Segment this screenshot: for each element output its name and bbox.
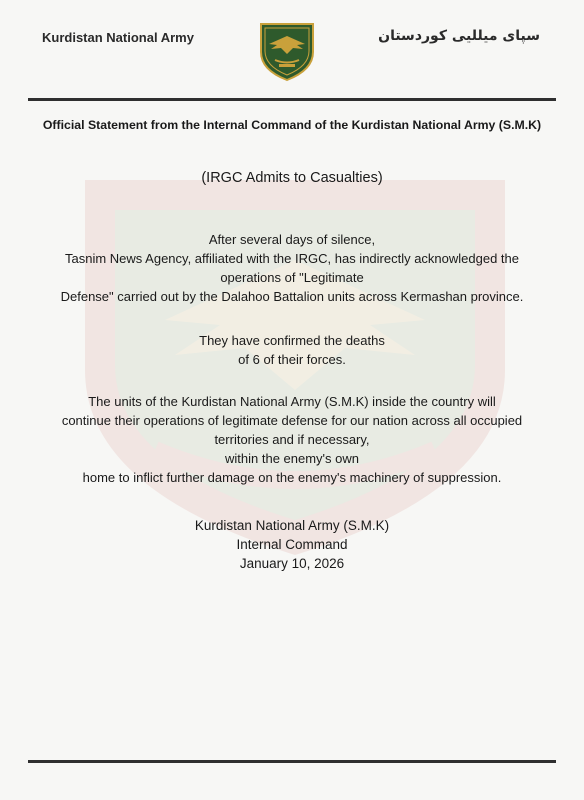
paragraph-3: [0, 392, 584, 487]
signature-organization: Kurdistan National Army (S.M.K): [194, 518, 390, 533]
header-divider: [28, 98, 556, 101]
paragraph-3-line: territories and if necessary,: [214, 432, 370, 447]
paragraph-2: [0, 331, 584, 369]
signature-date: January 10, 2026: [239, 556, 345, 571]
paragraph-1-line: After several days of silence,: [208, 232, 376, 247]
paragraph-1-line: operations of "Legitimate: [220, 270, 364, 285]
paragraph-2-line: They have confirmed the deaths: [199, 333, 385, 348]
headline: (IRGC Admits to Casualties): [201, 170, 383, 186]
paragraph-3-line: within the enemy's own: [225, 451, 359, 466]
footer-divider: [28, 760, 556, 763]
signature-block: [0, 516, 584, 573]
paragraph-1-line: Tasnim News Agency, affiliated with the IRGC, has indirectly acknowledged the: [64, 251, 520, 266]
header-title-kurdish: سپای میللیی کوردستان: [378, 28, 540, 44]
army-emblem-icon: [257, 18, 317, 82]
paragraph-1-line: Defense" carried out by the Dalahoo Battalion units across Kermashan province.: [60, 289, 524, 304]
paragraph-3-line: continue their operations of legitimate defense for our nation across all occupied: [61, 413, 523, 428]
paragraph-3-line: home to inflict further damage on the enemy's machinery of suppression.: [82, 470, 502, 485]
paragraph-2-line: of 6 of their forces.: [238, 352, 346, 367]
signature-department: Internal Command: [236, 537, 348, 552]
header-title-english: Kurdistan National Army: [42, 30, 194, 45]
paragraph-1: [0, 230, 584, 306]
statement-title: Official Statement from the Internal Command of the Kurdistan National Army (S.M.K): [42, 118, 542, 132]
paragraph-3-line: The units of the Kurdistan National Army (S.M.K) inside the country will: [88, 394, 496, 409]
